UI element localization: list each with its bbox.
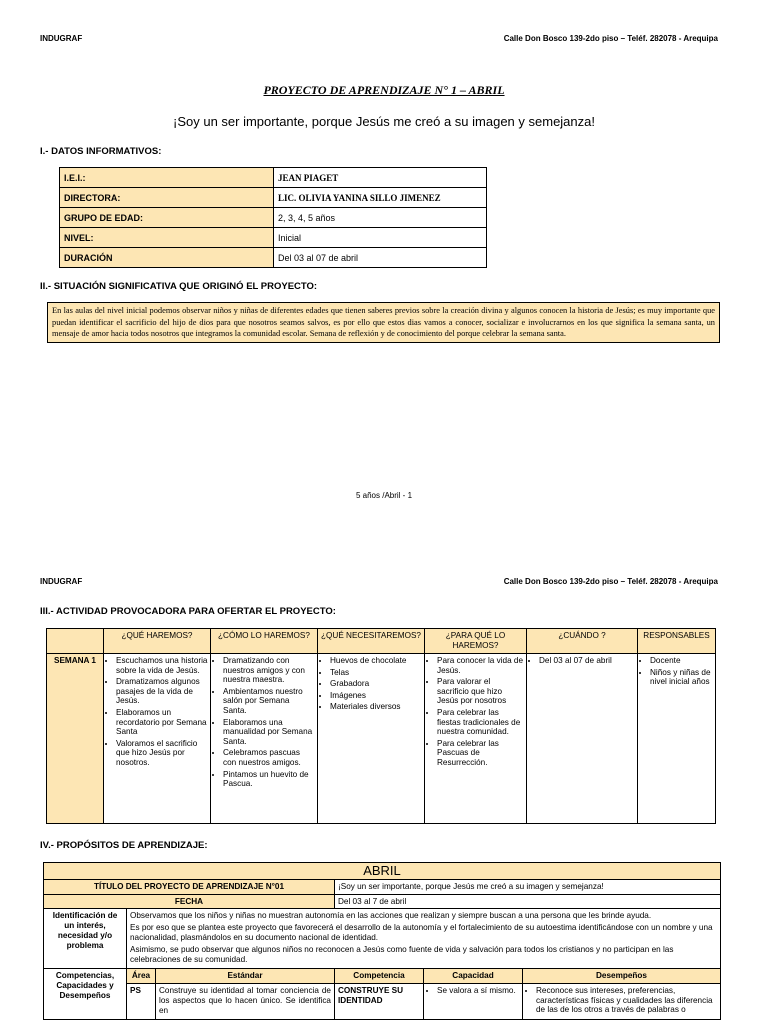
como-haremos-cell (211, 654, 318, 824)
header-address: Calle Don Bosco 139-2do piso – Teléf. 282078 - Arequipa (503, 34, 718, 43)
col-desempenos: Desempeños (523, 969, 721, 984)
col-header-necesitaremos: ¿QUÉ NECESITAREMOS? (318, 629, 425, 654)
section-datos-informativos: I.- DATOS INFORMATIVOS: (40, 146, 162, 157)
section-situacion: II.- SITUACIÓN SIGNIFICATIVA QUE ORIGINÓ EL PROYECTO: (40, 281, 318, 292)
col-header-para-que: ¿PARA QUÉ LO HAREMOS? (425, 629, 527, 654)
list-item: • Reconoce sus intereses, preferencias, características físicas y cualidades las diferencia de las de los otros a través de palabras o (536, 986, 717, 1015)
list-item: • Valoramos el sacrificio que hizo Jesús por nosotros. (116, 739, 208, 768)
list-item: • Materiales diversos (330, 702, 422, 712)
list-item: • Para celebrar las fiestas tradicionales de nuestra comunidad. (437, 708, 524, 737)
table-row (60, 188, 487, 208)
ident-paragraph: Es por eso que se plantea este proyecto que favorecerá el desarrollo de la autonomía y el fortalecimiento de su autoestima identificándose con un nombre y una nacionalidad, plasmándolos en su documento nacional de identidad. (130, 923, 713, 942)
desempeno-cell (523, 984, 721, 1020)
header-company: INDUGRAF (40, 577, 83, 586)
col-area: Área (127, 969, 156, 984)
list-item: • Escuchamos una historia sobre la vida de Jesús. (116, 656, 208, 675)
table-row (44, 909, 721, 969)
area-value: PS (127, 984, 156, 1020)
cuando-cell (527, 654, 638, 824)
list-item: • Para valorar el sacrificio que hizo Jesús por nosotros (437, 677, 524, 706)
col-header-cuando: ¿CUÁNDO ? (527, 629, 638, 654)
table-header-row (47, 629, 716, 654)
table-row (60, 208, 487, 228)
titulo-value: ¡Soy un ser importante, porque Jesús me creó a su imagen y semejanza! (335, 879, 721, 894)
list-item: • Del 03 al 07 de abril (539, 656, 635, 666)
competencia-value: CONSTRUYE SU IDENTIDAD (335, 984, 424, 1020)
necesitaremos-cell (318, 654, 425, 824)
datos-key: NIVEL: (60, 228, 274, 248)
table-row (60, 168, 487, 188)
ident-label: Identificación de un interés, necesidad y/o problema (44, 909, 127, 969)
list-item: • Telas (330, 668, 422, 678)
list-item: • Dramatizamos algunos pasajes de la vida de Jesús. (116, 677, 208, 706)
header-address: Calle Don Bosco 139-2do piso – Teléf. 282078 - Arequipa (503, 577, 718, 586)
fecha-value: Del 03 al 7 de abril (335, 894, 721, 909)
list-item: • Huevos de chocolate (330, 656, 422, 666)
table-header-row (44, 969, 721, 984)
datos-key: DURACIÓN (60, 248, 274, 268)
table-row (44, 894, 721, 909)
datos-key: DIRECTORA: (60, 188, 274, 208)
col-competencia: Competencia (335, 969, 424, 984)
datos-value: Del 03 al 07 de abril (274, 248, 487, 268)
list-item: • Imágenes (330, 691, 422, 701)
datos-value: Inicial (274, 228, 487, 248)
project-subtitle: ¡Soy un ser importante, porque Jesús me creó a su imagen y semejanza! (173, 114, 595, 129)
list-item: • Ambientamos nuestro salón por Semana Santa. (223, 687, 315, 716)
section-actividad: III.- ACTIVIDAD PROVOCADORA PARA OFERTAR EL PROYECTO: (40, 606, 336, 617)
col-header-como: ¿CÓMO LO HAREMOS? (211, 629, 318, 654)
page-header (40, 34, 718, 43)
list-item: • Celebramos pascuas con nuestros amigos. (223, 748, 315, 767)
list-item: • Dramatizando con nuestros amigos y con nuestra maestra. (223, 656, 315, 685)
list-item: • Para celebrar las Pascuas de Resurrección. (437, 739, 524, 768)
col-header-responsables: RESPONSABLES (638, 629, 716, 654)
situacion-box: En las aulas del nivel inicial podemos observar niños y niñas de diferentes edades que tienen saberes previos sobre la creación divina y algunos conocen la historia de Jesús; es muy importante que puedan identificar el sacrificio del hijo de dios para que nosotros seamos salvos, es por ello que estos dias vamos a conocer, socializar e involucrarnos en los que significa la semana santa, un mensaje de amor hacia todos nosotros que integramos la comunidad escolar. Semana de reflexión y de conocimiento del porque celebrar la semana santa. (47, 302, 720, 343)
section-propositos: IV.- PROPÓSITOS DE APRENDIZAJE: (40, 840, 208, 851)
project-title: PROYECTO DE APRENDIZAJE N° 1 – ABRIL (263, 83, 505, 97)
responsables-cell (638, 654, 716, 824)
page-footer: 5 años /Abril - 1 (355, 491, 413, 500)
page-header (40, 577, 718, 586)
list-item: • Elaboramos una manualidad por Semana Santa. (223, 718, 315, 747)
col-capacidad: Capacidad (424, 969, 523, 984)
semana-label: SEMANA 1 (47, 654, 104, 824)
datos-value: JEAN PIAGET (274, 168, 487, 188)
estandar-value: Construye su identidad al tomar conciencia de los aspectos que lo hacen único. Se identifica en (156, 984, 335, 1020)
actividad-table (46, 628, 716, 824)
table-row (60, 248, 487, 268)
list-item: • Elaboramos un recordatorio por Semana Santa (116, 708, 208, 737)
ident-paragraph: Observamos que los niños y niñas no muestran autonomía en las acciones que realizan y siempre buscan a una persona que les brinde ayuda. (130, 911, 652, 921)
col-header-empty (47, 629, 104, 654)
titulo-label: TÍTULO DEL PROYECTO DE APRENDIZAJE N°01 (44, 879, 335, 894)
table-row (60, 228, 487, 248)
comp-label: Competencias, Capacidades y Desempeños (44, 969, 127, 1020)
list-item: • Para conocer la vida de Jesús. (437, 656, 524, 675)
header-company: INDUGRAF (40, 34, 83, 43)
list-item: • Docente (650, 656, 713, 666)
capacidad-cell (424, 984, 523, 1020)
datos-key: GRUPO DE EDAD: (60, 208, 274, 228)
datos-value: LIC. OLIVIA YANINA SILLO JIMENEZ (274, 188, 487, 208)
table-row (44, 984, 721, 1020)
datos-value: 2, 3, 4, 5 años (274, 208, 487, 228)
fecha-label: FECHA (44, 894, 335, 909)
table-row (44, 863, 721, 880)
table-row (47, 654, 716, 824)
table-row (44, 879, 721, 894)
que-haremos-cell (104, 654, 211, 824)
datos-key: I.E.I.: (60, 168, 274, 188)
col-header-que-haremos: ¿QUÉ HAREMOS? (104, 629, 211, 654)
list-item: • Pintamos un huevito de Pascua. (223, 770, 315, 789)
ident-paragraph: Asimismo, se pudo observar que algunos niños no reconocen a Jesús como fuente de vida y salvación para todos los cristianos y no participan en las celebraciones de su comunidad. (130, 944, 674, 964)
datos-table (59, 167, 487, 268)
para-que-cell (425, 654, 527, 824)
ident-text (127, 909, 721, 969)
col-estandar: Estándar (156, 969, 335, 984)
list-item: • Grabadora (330, 679, 422, 689)
propositos-table (43, 862, 721, 1020)
list-item: • Niños y niñas de nivel inicial años (650, 668, 713, 687)
list-item: • Se valora a sí mismo. (437, 986, 519, 996)
month-heading: ABRIL (44, 863, 721, 880)
